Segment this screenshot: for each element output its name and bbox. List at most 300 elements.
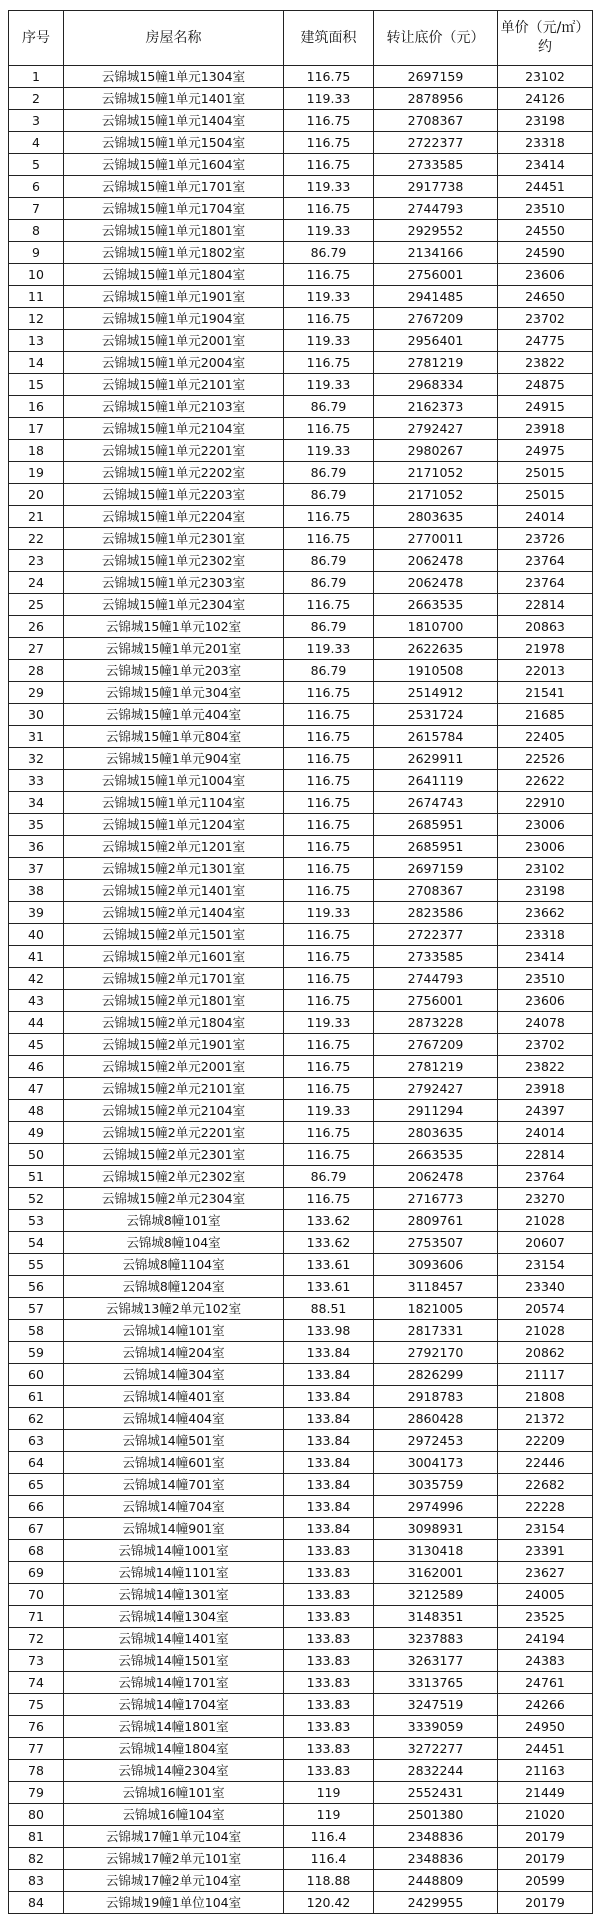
cell-reserve-price: 2514912 (374, 682, 498, 704)
cell-floor-area: 118.88 (284, 1870, 374, 1892)
cell-reserve-price: 2531724 (374, 704, 498, 726)
cell-floor-area: 133.83 (284, 1650, 374, 1672)
cell-index: 67 (9, 1518, 64, 1540)
cell-property-name: 云锦城15幢1单元804室 (64, 726, 284, 748)
cell-floor-area: 133.83 (284, 1584, 374, 1606)
cell-property-name: 云锦城15幢1单元2303室 (64, 572, 284, 594)
cell-floor-area: 116.75 (284, 726, 374, 748)
cell-property-name: 云锦城15幢1单元904室 (64, 748, 284, 770)
cell-unit-price: 23702 (498, 1034, 593, 1056)
table-row (9, 1892, 593, 1914)
cell-property-name: 云锦城15幢1单元1704室 (64, 198, 284, 220)
cell-property-name: 云锦城15幢2单元2201室 (64, 1122, 284, 1144)
cell-index: 53 (9, 1210, 64, 1232)
cell-reserve-price: 2708367 (374, 880, 498, 902)
cell-unit-price: 21685 (498, 704, 593, 726)
cell-index: 44 (9, 1012, 64, 1034)
table-row (9, 594, 593, 616)
table-row (9, 418, 593, 440)
cell-unit-price: 22814 (498, 594, 593, 616)
cell-reserve-price: 2792427 (374, 418, 498, 440)
cell-reserve-price: 2722377 (374, 924, 498, 946)
cell-property-name: 云锦城16幢104室 (64, 1804, 284, 1826)
cell-reserve-price: 2980267 (374, 440, 498, 462)
table-row (9, 440, 593, 462)
cell-index: 10 (9, 264, 64, 286)
cell-property-name: 云锦城14幢101室 (64, 1320, 284, 1342)
cell-unit-price: 24014 (498, 506, 593, 528)
cell-unit-price: 20574 (498, 1298, 593, 1320)
table-row (9, 528, 593, 550)
cell-reserve-price: 2663535 (374, 594, 498, 616)
cell-index: 12 (9, 308, 64, 330)
table-row (9, 1364, 593, 1386)
table-row (9, 1826, 593, 1848)
cell-floor-area: 133.84 (284, 1408, 374, 1430)
cell-reserve-price: 3263177 (374, 1650, 498, 1672)
cell-index: 22 (9, 528, 64, 550)
cell-unit-price: 23318 (498, 132, 593, 154)
cell-reserve-price: 2770011 (374, 528, 498, 550)
table-row (9, 1276, 593, 1298)
cell-floor-area: 133.83 (284, 1606, 374, 1628)
header-floor-area: 建筑面积 (284, 11, 374, 66)
cell-property-name: 云锦城15幢2单元2302室 (64, 1166, 284, 1188)
table-row (9, 1408, 593, 1430)
cell-index: 59 (9, 1342, 64, 1364)
table-row (9, 462, 593, 484)
cell-reserve-price: 3247519 (374, 1694, 498, 1716)
cell-unit-price: 23764 (498, 1166, 593, 1188)
cell-property-name: 云锦城15幢1单元304室 (64, 682, 284, 704)
cell-unit-price: 21020 (498, 1804, 593, 1826)
cell-reserve-price: 1821005 (374, 1298, 498, 1320)
cell-property-name: 云锦城14幢501室 (64, 1430, 284, 1452)
cell-property-name: 云锦城15幢1单元404室 (64, 704, 284, 726)
cell-floor-area: 116.75 (284, 132, 374, 154)
cell-index: 69 (9, 1562, 64, 1584)
cell-property-name: 云锦城15幢1单元1804室 (64, 264, 284, 286)
cell-reserve-price: 2716773 (374, 1188, 498, 1210)
cell-property-name: 云锦城15幢2单元1501室 (64, 924, 284, 946)
cell-index: 32 (9, 748, 64, 770)
table-row (9, 220, 593, 242)
cell-unit-price: 24950 (498, 1716, 593, 1738)
cell-floor-area: 116.75 (284, 66, 374, 88)
table-row (9, 1628, 593, 1650)
cell-unit-price: 23318 (498, 924, 593, 946)
table-row (9, 396, 593, 418)
cell-unit-price: 24383 (498, 1650, 593, 1672)
cell-unit-price: 23726 (498, 528, 593, 550)
cell-index: 16 (9, 396, 64, 418)
table-row (9, 946, 593, 968)
cell-index: 73 (9, 1650, 64, 1672)
cell-index: 61 (9, 1386, 64, 1408)
cell-floor-area: 119 (284, 1804, 374, 1826)
cell-index: 29 (9, 682, 64, 704)
cell-unit-price: 22526 (498, 748, 593, 770)
cell-property-name: 云锦城15幢1单元1104室 (64, 792, 284, 814)
table-row (9, 748, 593, 770)
cell-index: 46 (9, 1056, 64, 1078)
cell-unit-price: 23510 (498, 198, 593, 220)
table-row (9, 792, 593, 814)
cell-index: 78 (9, 1760, 64, 1782)
cell-reserve-price: 2826299 (374, 1364, 498, 1386)
cell-unit-price: 21449 (498, 1782, 593, 1804)
cell-index: 11 (9, 286, 64, 308)
cell-reserve-price: 2756001 (374, 990, 498, 1012)
cell-property-name: 云锦城14幢1101室 (64, 1562, 284, 1584)
table-row (9, 1650, 593, 1672)
cell-property-name: 云锦城15幢1单元2004室 (64, 352, 284, 374)
table-row (9, 264, 593, 286)
cell-floor-area: 133.83 (284, 1540, 374, 1562)
table-row (9, 660, 593, 682)
cell-property-name: 云锦城15幢2单元1301室 (64, 858, 284, 880)
cell-floor-area: 133.98 (284, 1320, 374, 1342)
cell-index: 39 (9, 902, 64, 924)
table-row (9, 1452, 593, 1474)
table-row (9, 1738, 593, 1760)
cell-floor-area: 86.79 (284, 396, 374, 418)
cell-index: 60 (9, 1364, 64, 1386)
cell-reserve-price: 2767209 (374, 308, 498, 330)
cell-floor-area: 133.84 (284, 1430, 374, 1452)
cell-unit-price: 23764 (498, 572, 593, 594)
cell-reserve-price: 2803635 (374, 1122, 498, 1144)
cell-index: 18 (9, 440, 64, 462)
table-row (9, 1760, 593, 1782)
table-row (9, 1034, 593, 1056)
cell-unit-price: 22814 (498, 1144, 593, 1166)
cell-index: 56 (9, 1276, 64, 1298)
cell-floor-area: 133.62 (284, 1232, 374, 1254)
cell-floor-area: 116.75 (284, 594, 374, 616)
cell-index: 72 (9, 1628, 64, 1650)
table-row (9, 352, 593, 374)
cell-reserve-price: 2941485 (374, 286, 498, 308)
cell-unit-price: 22209 (498, 1430, 593, 1452)
cell-index: 57 (9, 1298, 64, 1320)
cell-unit-price: 23606 (498, 264, 593, 286)
cell-unit-price: 22446 (498, 1452, 593, 1474)
cell-index: 14 (9, 352, 64, 374)
cell-index: 50 (9, 1144, 64, 1166)
cell-index: 83 (9, 1870, 64, 1892)
cell-unit-price: 24915 (498, 396, 593, 418)
cell-unit-price: 23154 (498, 1518, 593, 1540)
table-row (9, 1562, 593, 1584)
cell-floor-area: 116.75 (284, 990, 374, 1012)
table-row (9, 1518, 593, 1540)
cell-property-name: 云锦城14幢901室 (64, 1518, 284, 1540)
cell-unit-price: 24451 (498, 176, 593, 198)
cell-index: 19 (9, 462, 64, 484)
cell-unit-price: 22622 (498, 770, 593, 792)
cell-index: 58 (9, 1320, 64, 1342)
table-row (9, 1782, 593, 1804)
cell-reserve-price: 2817331 (374, 1320, 498, 1342)
header-property-name: 房屋名称 (64, 11, 284, 66)
cell-property-name: 云锦城15幢1单元1004室 (64, 770, 284, 792)
cell-floor-area: 133.84 (284, 1364, 374, 1386)
table-row (9, 1056, 593, 1078)
cell-index: 47 (9, 1078, 64, 1100)
cell-index: 79 (9, 1782, 64, 1804)
cell-reserve-price: 2878956 (374, 88, 498, 110)
cell-reserve-price: 2708367 (374, 110, 498, 132)
cell-reserve-price: 2641119 (374, 770, 498, 792)
table-row (9, 132, 593, 154)
cell-reserve-price: 2348836 (374, 1848, 498, 1870)
cell-floor-area: 119.33 (284, 286, 374, 308)
cell-floor-area: 86.79 (284, 242, 374, 264)
cell-floor-area: 116.75 (284, 880, 374, 902)
cell-index: 45 (9, 1034, 64, 1056)
cell-unit-price: 21808 (498, 1386, 593, 1408)
cell-property-name: 云锦城14幢1704室 (64, 1694, 284, 1716)
cell-floor-area: 86.79 (284, 550, 374, 572)
cell-unit-price: 20599 (498, 1870, 593, 1892)
table-row (9, 1386, 593, 1408)
cell-property-name: 云锦城14幢1401室 (64, 1628, 284, 1650)
cell-reserve-price: 3272277 (374, 1738, 498, 1760)
table-row (9, 1694, 593, 1716)
cell-property-name: 云锦城15幢1单元1802室 (64, 242, 284, 264)
cell-property-name: 云锦城17幢1单元104室 (64, 1826, 284, 1848)
cell-unit-price: 24451 (498, 1738, 593, 1760)
cell-property-name: 云锦城15幢2单元2304室 (64, 1188, 284, 1210)
cell-floor-area: 116.75 (284, 946, 374, 968)
table-row (9, 1716, 593, 1738)
cell-unit-price: 24590 (498, 242, 593, 264)
table-row (9, 506, 593, 528)
cell-unit-price: 23102 (498, 66, 593, 88)
cell-floor-area: 116.75 (284, 858, 374, 880)
table-row (9, 1298, 593, 1320)
table-row (9, 1254, 593, 1276)
cell-property-name: 云锦城14幢1801室 (64, 1716, 284, 1738)
table-row (9, 1606, 593, 1628)
cell-index: 5 (9, 154, 64, 176)
cell-property-name: 云锦城14幢601室 (64, 1452, 284, 1474)
cell-property-name: 云锦城17幢2单元104室 (64, 1870, 284, 1892)
cell-index: 8 (9, 220, 64, 242)
cell-index: 2 (9, 88, 64, 110)
cell-property-name: 云锦城16幢101室 (64, 1782, 284, 1804)
cell-property-name: 云锦城15幢1单元1304室 (64, 66, 284, 88)
cell-reserve-price: 3148351 (374, 1606, 498, 1628)
cell-unit-price: 21028 (498, 1320, 593, 1342)
cell-unit-price: 21117 (498, 1364, 593, 1386)
cell-reserve-price: 3035759 (374, 1474, 498, 1496)
cell-index: 15 (9, 374, 64, 396)
table-row (9, 726, 593, 748)
cell-property-name: 云锦城15幢1单元2104室 (64, 418, 284, 440)
cell-unit-price: 22228 (498, 1496, 593, 1518)
cell-index: 84 (9, 1892, 64, 1914)
document-page (8, 10, 592, 1914)
cell-reserve-price: 3237883 (374, 1628, 498, 1650)
cell-unit-price: 22682 (498, 1474, 593, 1496)
cell-reserve-price: 3212589 (374, 1584, 498, 1606)
table-row (9, 1474, 593, 1496)
cell-property-name: 云锦城8幢101室 (64, 1210, 284, 1232)
cell-property-name: 云锦城15幢2单元1201室 (64, 836, 284, 858)
cell-reserve-price: 2629911 (374, 748, 498, 770)
cell-reserve-price: 2917738 (374, 176, 498, 198)
table-row (9, 968, 593, 990)
cell-property-name: 云锦城14幢204室 (64, 1342, 284, 1364)
cell-floor-area: 116.75 (284, 968, 374, 990)
cell-unit-price: 23702 (498, 308, 593, 330)
cell-index: 7 (9, 198, 64, 220)
cell-unit-price: 24650 (498, 286, 593, 308)
cell-index: 24 (9, 572, 64, 594)
table-row (9, 1672, 593, 1694)
cell-floor-area: 86.79 (284, 484, 374, 506)
cell-floor-area: 116.75 (284, 528, 374, 550)
cell-floor-area: 133.84 (284, 1496, 374, 1518)
cell-reserve-price: 3162001 (374, 1562, 498, 1584)
table-row (9, 308, 593, 330)
cell-property-name: 云锦城8幢1204室 (64, 1276, 284, 1298)
table-row (9, 836, 593, 858)
header-row (9, 11, 593, 66)
cell-unit-price: 20179 (498, 1826, 593, 1848)
cell-reserve-price: 2873228 (374, 1012, 498, 1034)
cell-unit-price: 24761 (498, 1672, 593, 1694)
cell-floor-area: 116.4 (284, 1826, 374, 1848)
cell-property-name: 云锦城15幢2单元1701室 (64, 968, 284, 990)
cell-index: 81 (9, 1826, 64, 1848)
table-row (9, 880, 593, 902)
table-row (9, 1122, 593, 1144)
cell-floor-area: 119.33 (284, 1100, 374, 1122)
cell-unit-price: 23662 (498, 902, 593, 924)
cell-floor-area: 116.75 (284, 1122, 374, 1144)
cell-unit-price: 23154 (498, 1254, 593, 1276)
table-header (9, 11, 593, 66)
cell-unit-price: 24775 (498, 330, 593, 352)
cell-index: 63 (9, 1430, 64, 1452)
cell-reserve-price: 3313765 (374, 1672, 498, 1694)
cell-property-name: 云锦城14幢1501室 (64, 1650, 284, 1672)
cell-reserve-price: 2974996 (374, 1496, 498, 1518)
cell-unit-price: 22013 (498, 660, 593, 682)
cell-reserve-price: 2162373 (374, 396, 498, 418)
cell-floor-area: 116.75 (284, 506, 374, 528)
cell-reserve-price: 2685951 (374, 814, 498, 836)
cell-index: 36 (9, 836, 64, 858)
cell-unit-price: 23918 (498, 1078, 593, 1100)
cell-index: 54 (9, 1232, 64, 1254)
cell-index: 77 (9, 1738, 64, 1760)
cell-index: 28 (9, 660, 64, 682)
cell-floor-area: 133.83 (284, 1562, 374, 1584)
cell-index: 65 (9, 1474, 64, 1496)
cell-reserve-price: 2348836 (374, 1826, 498, 1848)
cell-reserve-price: 2733585 (374, 154, 498, 176)
cell-reserve-price: 2733585 (374, 946, 498, 968)
cell-index: 1 (9, 66, 64, 88)
cell-index: 33 (9, 770, 64, 792)
table-row (9, 1804, 593, 1826)
cell-unit-price: 23414 (498, 154, 593, 176)
cell-floor-area: 119.33 (284, 88, 374, 110)
table-row (9, 572, 593, 594)
cell-unit-price: 21163 (498, 1760, 593, 1782)
cell-reserve-price: 2171052 (374, 462, 498, 484)
table-row (9, 154, 593, 176)
cell-property-name: 云锦城15幢1单元2201室 (64, 440, 284, 462)
table-row (9, 770, 593, 792)
cell-reserve-price: 3118457 (374, 1276, 498, 1298)
cell-index: 42 (9, 968, 64, 990)
cell-property-name: 云锦城14幢404室 (64, 1408, 284, 1430)
header-index: 序号 (9, 11, 64, 66)
cell-property-name: 云锦城15幢1单元2302室 (64, 550, 284, 572)
cell-floor-area: 86.79 (284, 572, 374, 594)
cell-floor-area: 86.79 (284, 1166, 374, 1188)
cell-reserve-price: 2615784 (374, 726, 498, 748)
cell-unit-price: 23006 (498, 836, 593, 858)
cell-property-name: 云锦城15幢2单元1601室 (64, 946, 284, 968)
table-row (9, 1584, 593, 1606)
cell-unit-price: 22910 (498, 792, 593, 814)
cell-index: 23 (9, 550, 64, 572)
cell-unit-price: 20179 (498, 1848, 593, 1870)
table-row (9, 1540, 593, 1562)
table-row (9, 88, 593, 110)
cell-reserve-price: 2062478 (374, 1166, 498, 1188)
table-row (9, 1188, 593, 1210)
cell-floor-area: 119.33 (284, 902, 374, 924)
cell-reserve-price: 2929552 (374, 220, 498, 242)
cell-unit-price: 20863 (498, 616, 593, 638)
table-row (9, 990, 593, 1012)
table-row (9, 1210, 593, 1232)
cell-unit-price: 23525 (498, 1606, 593, 1628)
table-row (9, 638, 593, 660)
cell-index: 49 (9, 1122, 64, 1144)
cell-property-name: 云锦城15幢1单元2301室 (64, 528, 284, 550)
cell-property-name: 云锦城13幢2单元102室 (64, 1298, 284, 1320)
cell-property-name: 云锦城15幢1单元2203室 (64, 484, 284, 506)
cell-property-name: 云锦城15幢2单元1404室 (64, 902, 284, 924)
cell-floor-area: 133.83 (284, 1716, 374, 1738)
table-row (9, 198, 593, 220)
cell-property-name: 云锦城14幢304室 (64, 1364, 284, 1386)
cell-floor-area: 116.75 (284, 704, 374, 726)
table-row (9, 242, 593, 264)
cell-unit-price: 23918 (498, 418, 593, 440)
cell-property-name: 云锦城15幢2单元2101室 (64, 1078, 284, 1100)
cell-unit-price: 24078 (498, 1012, 593, 1034)
cell-floor-area: 119.33 (284, 220, 374, 242)
cell-index: 48 (9, 1100, 64, 1122)
cell-reserve-price: 2832244 (374, 1760, 498, 1782)
table-row (9, 286, 593, 308)
cell-property-name: 云锦城15幢1单元2103室 (64, 396, 284, 418)
cell-unit-price: 23822 (498, 352, 593, 374)
cell-floor-area: 116.75 (284, 308, 374, 330)
cell-property-name: 云锦城15幢1单元1204室 (64, 814, 284, 836)
cell-reserve-price: 2744793 (374, 968, 498, 990)
cell-property-name: 云锦城8幢104室 (64, 1232, 284, 1254)
